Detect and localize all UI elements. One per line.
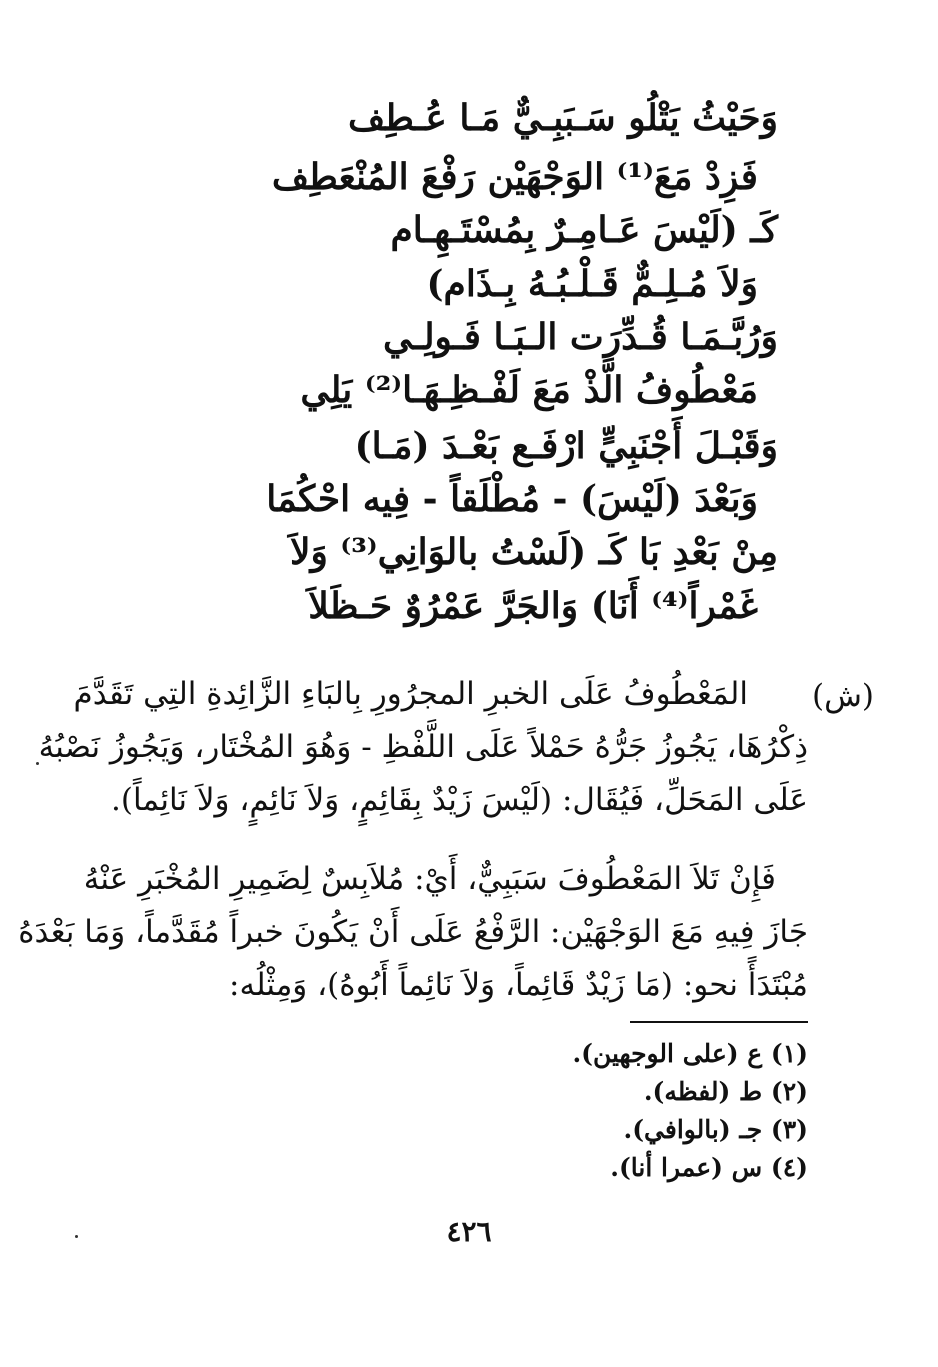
scan-speck	[75, 1235, 78, 1238]
footnote-separator	[630, 1021, 808, 1023]
footnote-item: (٤) س (عمرا أنا).	[610, 1153, 808, 1182]
commentary-paragraph-2	[18, 853, 808, 1012]
verse-line	[0, 584, 938, 628]
commentary-label: (ش)	[811, 678, 874, 714]
verse-text: وَبَعْدَ (لَيْسَ) - مُطْلَقاً - فِيه احْكُمَا	[266, 478, 758, 520]
verse-line	[0, 208, 938, 252]
commentary-paragraph-1	[38, 668, 808, 827]
verse-line	[0, 155, 938, 199]
verse-line	[0, 262, 938, 306]
verse-line	[0, 96, 938, 140]
verse-text: مِنْ بَعْدِ بَا كَـ (لَسْتُ بالوَانِي⁽³⁾ وَلاَ	[289, 531, 778, 573]
commentary-line: جَازَ فِيهِ مَعَ الوَجْهَيْن: الرَّفْعُ عَلَى أَنْ يَكُونَ خبراً مُقَدَّماً، وَمَا بَعْدَهُ	[18, 914, 808, 950]
footnote-item: (٢) ط (لفظه).	[643, 1077, 808, 1106]
verse-line	[0, 530, 938, 574]
verse-text: وَرُبَّـمَـا قُـدِّرَت الـبَـا فَـولِـي	[383, 316, 778, 358]
verse-text: غَمْراً⁽⁴⁾ أَنَا) وَالجَرَّ عَمْرُوٌ حَـظَلاَ	[308, 585, 758, 627]
commentary-line: مُبْتَدَأً نحو: (مَا زَيْدٌ قَائِماً، وَلاَ نَائِماً أَبُوهُ)، وَمِثْلُه:	[229, 967, 808, 1003]
verse-text: وَقَبْـلَ أَجْنَبِيٍّ ارْفَـع بَعْـدَ (مَـا)	[354, 425, 778, 467]
verse-text: مَعْطُوفُ الَّذْ مَعَ لَفْـظِـهَـا⁽²⁾ يَلِي	[300, 369, 758, 411]
footnotes	[308, 1035, 808, 1187]
scan-speck	[36, 762, 39, 765]
commentary-line: المَعْطُوفُ عَلَى الخبرِ المجرُورِ بِالبَاءِ الزَّائِدةِ التِي تَقَدَّمَ	[73, 676, 748, 712]
verse-line	[0, 368, 938, 412]
verse-text: وَلاَ مُـلِـمٌّ قَـلْـبُـهُ بِـذَام)	[426, 263, 758, 305]
commentary-line: عَلَى المَحَلِّ، فَيُقَال: (لَيْسَ زَيْدٌ بِقَائِمٍ، وَلاَ نَائِمٍ، وَلاَ نَائِماً).	[111, 782, 808, 818]
verse-line	[0, 424, 938, 468]
footnote-item: (٣) جـ (بالوافي).	[623, 1115, 808, 1144]
footnote-item: (١) ع (على الوجهين).	[572, 1039, 808, 1068]
commentary-line: ذِكْرُهَا، يَجُوزُ جَرُّهُ حَمْلاً عَلَى اللَّفْظِ - وَهُوَ المُخْتَار، وَيَجُوزُ نَصْبُهُ	[38, 729, 808, 765]
verse-text: وَحَيْثُ يَتْلُو سَـبَبِـيٌّ مَـا عُـطِف	[348, 97, 778, 139]
commentary-line: فَإِنْ تَلاَ المَعْطُوفَ سَبَبِيٌّ، أَيْ: مُلاَبِسٌ لِضَمِيرِ المُخْبَرِ عَنْهُ	[83, 861, 776, 897]
verse-text: فَزِدْ مَعَ⁽¹⁾ الوَجْهَيْن رَفْعَ المُنْعَطِف	[271, 156, 758, 198]
verse-text: كَـ (لَيْسَ عَـامِـرٌ بِمُسْتَـهِـام	[390, 209, 778, 251]
verse-line	[0, 315, 938, 359]
verse-line	[0, 477, 938, 521]
page-number: ٤٢٦	[446, 1215, 492, 1248]
